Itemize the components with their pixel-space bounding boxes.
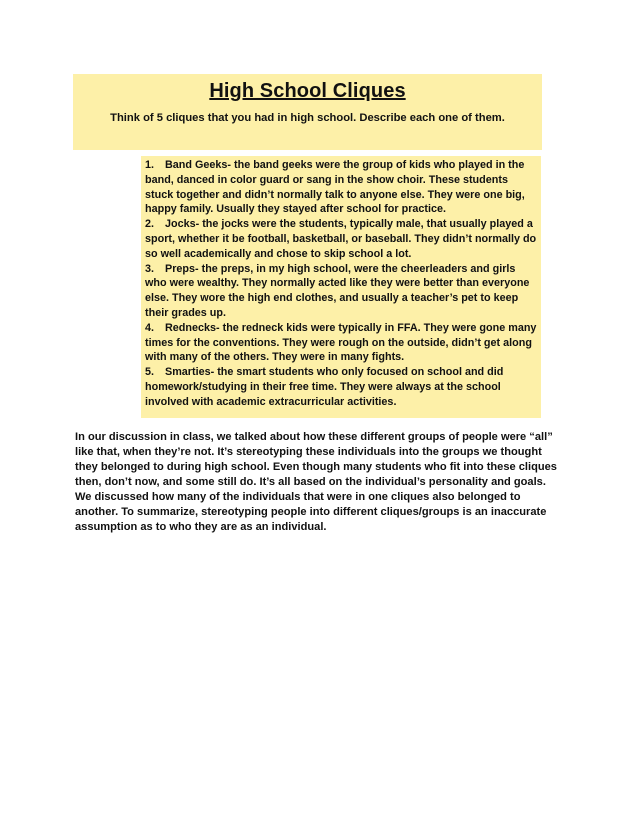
cliques-list	[145, 158, 539, 410]
instructions-text: Think of 5 cliques that you had in high school. Describe each one of them.	[110, 112, 505, 124]
list-item-number: 3.	[145, 262, 155, 275]
list-item-text: Rednecks- the redneck kids were typically in FFA. They were gone many times for the conventions. They were rough on the outside, didn’t get along with many of the others. They were in many fights.	[145, 321, 537, 364]
discussion-paragraph: In our discussion in class, we talked about how these different groups of people were “all” like that, when they’re not. It’s stereotyping these individuals into the groups we thought they belonged to during high school. Even though many students who fit into these cliques then, don’t now, and some still do. It’s all based on the individual’s personality and goals. We discussed how many of the individuals that were in one cliques also belonged to another. To summarize, stereotyping people into different cliques/groups is an inaccurate assumption as to who they are as an individual.	[75, 431, 557, 533]
list-item-text: Band Geeks- the band geeks were the group of kids who played in the band, danced in color guard or sang in the show choir. These students stuck together and didn’t normally talk to anyone else. They were one big, happy family. Usually they stayed after school for practice.	[145, 159, 525, 216]
list-item	[145, 365, 539, 409]
list-item	[145, 321, 539, 365]
list-item-number: 4.	[145, 321, 155, 334]
list-item-text: Preps- the preps, in my high school, were the cheerleaders and girls who were wealthy. They normally acted like they were better than everyone else. They wore the high end clothes, and usually a teacher’s pet to keep their grades up.	[145, 262, 530, 319]
list-item-number: 5.	[145, 366, 155, 379]
list-item-text: Jocks- the jocks were the students, typically male, that usually played a sport, whether it be football, basketball, or baseball. They didn’t normally do so well academically and chose to skip school a lot.	[145, 218, 537, 260]
header-highlight-box	[73, 74, 542, 150]
list-item-number: 1.	[145, 159, 155, 171]
list-item-text: Smarties- the smart students who only focused on school and did homework/studying in their free time. They were always at the school involved with academic extracurricular activities.	[145, 366, 504, 408]
cliques-list-box	[141, 156, 541, 418]
list-item-number: 2.	[145, 218, 155, 231]
list-item	[145, 262, 539, 321]
page-title: High School Cliques	[209, 80, 406, 102]
list-item	[145, 217, 539, 261]
list-item	[145, 158, 539, 217]
